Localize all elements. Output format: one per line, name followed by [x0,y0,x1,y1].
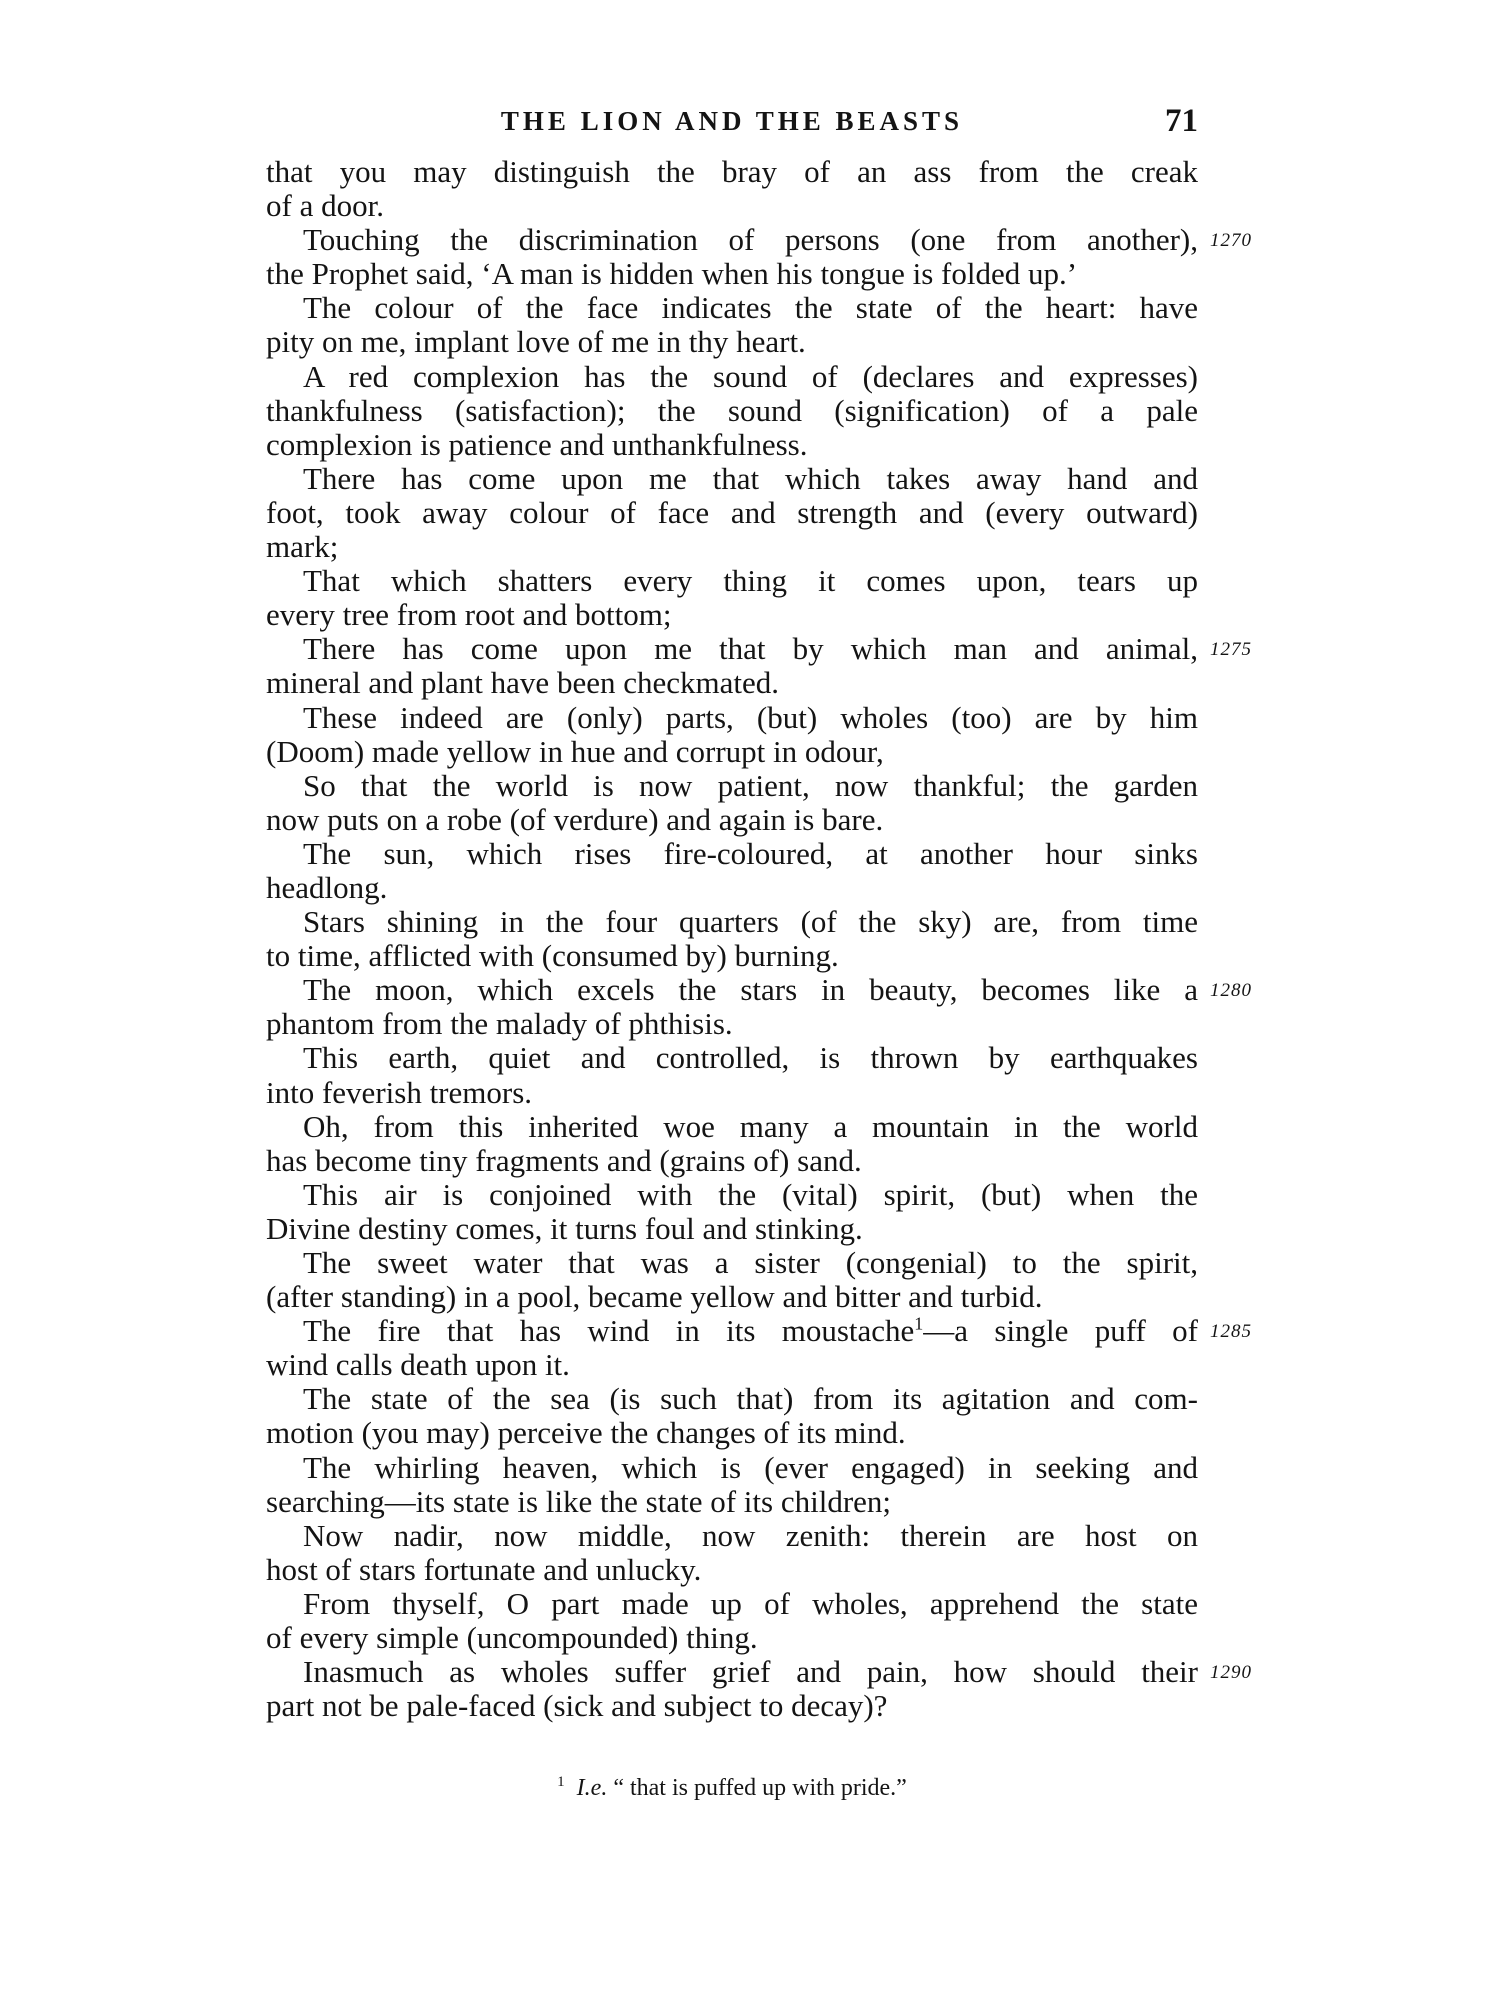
text-line: wind calls death upon it. [266,1347,570,1383]
line-number-1285: 1285 [1210,1321,1252,1343]
line-number-1270: 1270 [1210,230,1252,252]
text-line: Divine destiny comes, it turns foul and stinking. [266,1210,863,1246]
text-line: motion (you may) perceive the changes of its mind. [266,1415,906,1451]
text-line: Oh, from this inherited woe many a mountain in the world [303,1108,1198,1144]
text-line: This earth, quiet and controlled, is thrown by earthquakes [303,1040,1198,1076]
text-line: every tree from root and bottom; [266,597,672,633]
text-line: (after standing) in a pool, became yellow and bitter and turbid. [266,1279,1043,1315]
text-line: mark; [266,529,339,565]
line-number-1275: 1275 [1210,639,1252,661]
verse-text [266,154,1252,1724]
line-text: The fire that has wind in its moustache [303,1313,915,1349]
text-line: now puts on a robe (of verdure) and again is bare. [266,801,884,837]
text-line: thankfulness (satisfaction); the sound (signification) of a pale [266,392,1198,428]
text-line: The sweet water that was a sister (congenial) to the spirit, [303,1245,1198,1280]
text-line: has become tiny fragments and (grains of) sand. [266,1142,862,1178]
text-line: From thyself, O part made up of wholes, apprehend the state [303,1585,1198,1621]
text-line: into feverish tremors. [266,1074,533,1110]
text-line [266,631,1252,667]
text-line: host of stars fortunate and unlucky. [266,1551,702,1587]
text-line: pity on me, implant love of me in thy heart. [266,324,806,360]
line-text: There has come upon me that by which man and animal, [303,631,1198,667]
text-line: phantom from the malady of phthisis. [266,1006,733,1042]
text-line: the Prophet said, ‘A man is hidden when his tongue is folded up.’ [266,256,1078,292]
text-line: of a door. [266,188,384,224]
text-line: A red complexion has the sound of (declares and expresses) [303,358,1198,394]
text-line: part not be pale-faced (sick and subject to decay)? [266,1688,888,1724]
line-text: Touching the discrimination of persons (one from another), [303,222,1198,258]
running-title: THE LION AND THE BEASTS [500,106,964,136]
line-text: The moon, which excels the stars in beauty, becomes like a [303,972,1198,1008]
footnote [266,1774,1198,1802]
text-line [266,1654,1252,1690]
text-line [266,1313,1252,1349]
text-line: The sun, which rises fire-coloured, at another hour sinks [303,835,1198,871]
text-line: complexion is patience and unthankfulness. [266,426,808,462]
footnote-text: “ that is puffed up with pride.” [613,1775,907,1801]
footnote-marker: 1 [557,1774,565,1790]
text-line: that you may distinguish the bray of an ass from the creak [266,154,1198,189]
text-line: The state of the sea (is such that) from its agitation and com- [303,1381,1198,1417]
text-line: searching—its state is like the state of its children; [266,1483,892,1519]
text-line: to time, afflicted with (consumed by) burning. [266,938,839,974]
line-text: Inasmuch as wholes suffer grief and pain, how should their [303,1654,1198,1690]
text-line [266,972,1252,1008]
line-text-continuation: —a single puff of [923,1313,1198,1349]
footnote-abbreviation: I.e. [576,1775,608,1801]
text-line: headlong. [266,869,388,905]
text-line: These indeed are (only) parts, (but) wholes (too) are by him [303,699,1198,735]
text-line: Now nadir, now middle, now zenith: therein are host on [303,1517,1198,1553]
text-line: of every simple (uncompounded) thing. [266,1620,758,1656]
line-number-1290: 1290 [1210,1662,1252,1684]
text-line: So that the world is now patient, now thankful; the garden [303,767,1198,803]
text-line: foot, took away colour of face and strength and (every outward) [266,494,1198,530]
text-line: That which shatters every thing it comes upon, tears up [303,563,1198,599]
text-line: This air is conjoined with the (vital) spirit, (but) when the [303,1176,1198,1212]
page-header [266,103,1198,146]
page-number: 71 [1165,103,1198,139]
text-line: The colour of the face indicates the state of the heart: have [303,290,1198,326]
text-line: mineral and plant have been checkmated. [266,665,779,701]
text-line: The whirling heaven, which is (ever engaged) in seeking and [303,1449,1198,1485]
text-line: There has come upon me that which takes away hand and [303,460,1198,496]
text-line: Stars shining in the four quarters (of the sky) are, from time [303,904,1198,940]
text-line: (Doom) made yellow in hue and corrupt in odour, [266,733,884,769]
text-line [266,222,1252,258]
line-number-1280: 1280 [1210,980,1252,1002]
footnote-reference[interactable]: 1 [914,1313,924,1334]
